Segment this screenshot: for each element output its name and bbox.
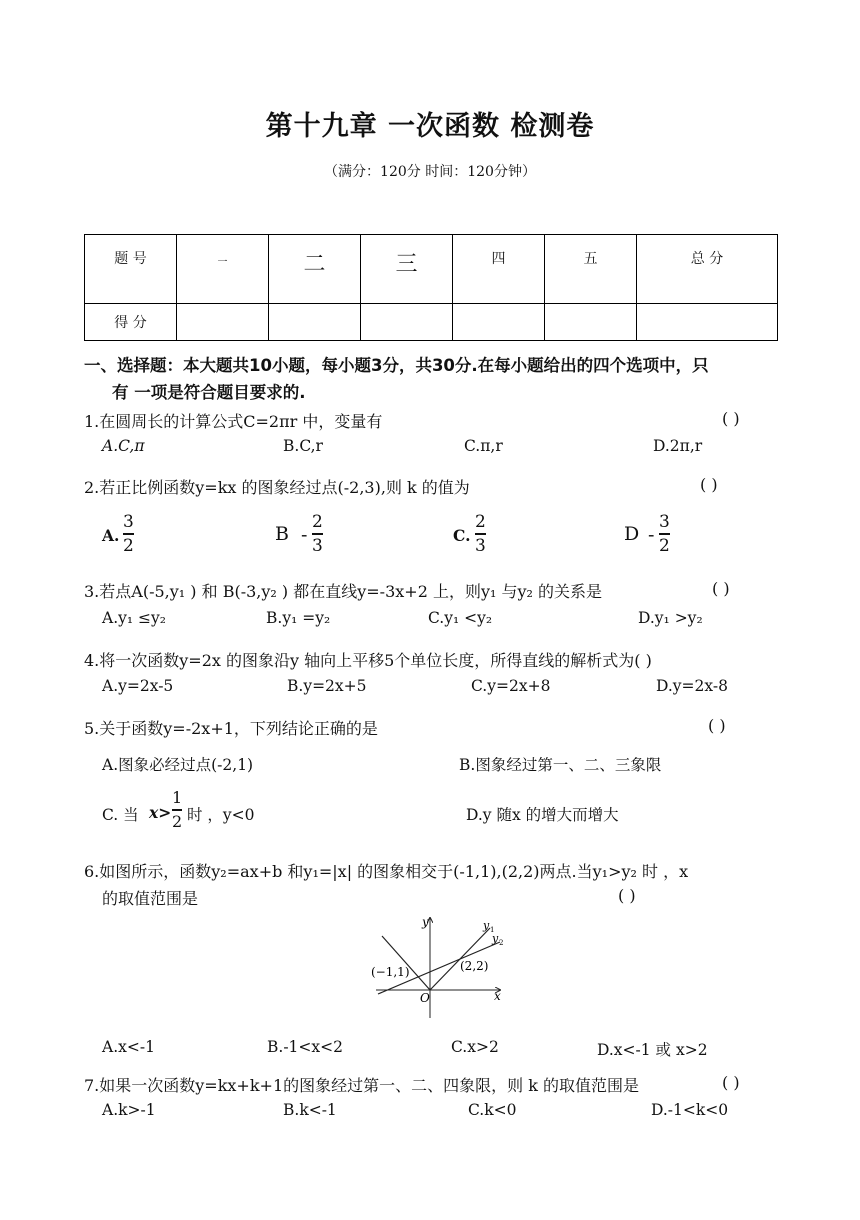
q6-option-b[interactable]: B.-1<x<2 (267, 1038, 343, 1056)
q2-b-den: 3 (312, 535, 323, 556)
q4-option-b[interactable]: B.y=2x+5 (287, 677, 367, 695)
q2-option-b-fraction (312, 512, 323, 556)
q5-option-b[interactable]: B.图象经过第一、二、三象限 (459, 756, 662, 774)
score-header-2: 二 (269, 235, 361, 304)
q5-option-c-suffix: 时 ，y<0 (187, 806, 255, 824)
question-6: 6.如图所示，函数y₂=ax+b 和y₁=|x| 的图象相交于(-1,1),(2,2)两点.当y₁>y₂ 时 ，x (84, 862, 689, 881)
graph-origin: O (420, 991, 430, 1005)
question-7: 7.如果一次函数y=kx+k+1的图象经过第一、二、四象限，则 k 的取值范围是 (84, 1076, 639, 1095)
score-header-5: 五 (545, 235, 637, 304)
question-6-cont: 的取值范围是 (102, 889, 199, 908)
question-1: 1.在圆周长的计算公式C=2πr 中，变量有 (84, 412, 383, 431)
q7-option-b[interactable]: B.k<-1 (283, 1101, 337, 1119)
q4-option-a[interactable]: A.y=2x-5 (102, 677, 174, 695)
q6-option-c[interactable]: C.x>2 (451, 1038, 499, 1056)
score-header-3: 三 (361, 235, 453, 304)
q2-option-b-label[interactable]: B (275, 523, 289, 545)
q1-option-a[interactable]: A.C,π (102, 437, 145, 455)
graph-y1-sub: 1 (490, 926, 495, 934)
q5-c-den: 2 (172, 811, 183, 831)
answer-paren-3: ( ) (712, 579, 730, 598)
q2-option-c-label[interactable]: C. (453, 526, 471, 545)
q3-option-a[interactable]: A.y₁ ≤y₂ (102, 609, 166, 627)
page-title: 第十九章 一次函数 检测卷 (265, 111, 595, 142)
answer-paren-5: ( ) (708, 716, 726, 735)
answer-paren-2: ( ) (700, 475, 718, 494)
q3-option-c[interactable]: C.y₁ <y₂ (428, 609, 493, 627)
section-heading-cont: 有 一项是符合题目要求的. (112, 383, 306, 402)
question-3: 3.若点A(-5,y₁ ) 和 B(-3,y₂ ) 都在直线y=-3x+2 上，则y₁ 与y₂ 的关系是 (84, 582, 603, 601)
q2-d-den: 2 (659, 535, 670, 556)
graph-y2-sub: 2 (499, 939, 504, 947)
answer-paren-6: ( ) (618, 886, 636, 905)
answer-paren-7: ( ) (722, 1073, 740, 1092)
q2-b-num: 2 (312, 512, 323, 532)
q5-option-c-fraction (172, 788, 182, 832)
q5-option-c-var: x> (149, 803, 172, 822)
question-2: 2.若正比例函数y=kx 的图象经过点(-2,3),则 k 的值为 (84, 478, 470, 497)
q5-option-c-prefix[interactable]: C. 当 (102, 806, 139, 824)
q5-option-a[interactable]: A.图象必经过点(-2,1) (102, 756, 254, 774)
q5-c-num: 1 (172, 788, 183, 807)
score-cell-5[interactable] (545, 304, 637, 341)
score-cell-total[interactable] (637, 304, 778, 341)
q6-option-a[interactable]: A.x<-1 (102, 1038, 155, 1056)
graph-y-label: y (422, 915, 429, 929)
page-subtitle: （满分：120分 时间：120分钟） (324, 164, 536, 180)
q2-option-d-sign: - (648, 524, 655, 546)
q2-option-d-label[interactable]: D (624, 523, 640, 545)
q2-option-c-fraction (475, 512, 486, 556)
q3-option-d[interactable]: D.y₁ >y₂ (638, 609, 703, 627)
question-5: 5.关于函数y=-2x+1，下列结论正确的是 (84, 719, 378, 738)
q1-option-b[interactable]: B.C,r (283, 437, 323, 455)
score-cell-2[interactable] (269, 304, 361, 341)
q7-option-a[interactable]: A.k>-1 (102, 1101, 156, 1119)
answer-paren-1: ( ) (722, 409, 740, 428)
q2-option-d-fraction (659, 512, 670, 556)
q2-a-num: 3 (123, 512, 134, 532)
q2-option-b-sign: - (301, 524, 308, 546)
function-graph (366, 912, 514, 1022)
graph-x-label: x (494, 989, 501, 1003)
q2-option-a-fraction (123, 512, 134, 556)
score-header-1: 一 (177, 235, 269, 304)
score-cell-1[interactable] (177, 304, 269, 341)
q1-option-d[interactable]: D.2π,r (653, 437, 703, 455)
q2-d-num: 3 (659, 512, 670, 532)
q6-option-d[interactable]: D.x<-1 或 x>2 (597, 1041, 708, 1059)
q4-option-c[interactable]: C.y=2x+8 (471, 677, 551, 695)
score-cell-3[interactable] (361, 304, 453, 341)
graph-point-2-label: (2,2) (460, 959, 489, 973)
score-table (84, 234, 778, 341)
q3-option-b[interactable]: B.y₁ =y₂ (266, 609, 331, 627)
q2-a-den: 2 (123, 535, 134, 556)
graph-point-1-label: (−1,1) (371, 965, 410, 979)
q2-c-den: 3 (475, 535, 486, 556)
score-row-label: 得 分 (85, 304, 177, 341)
q7-option-d[interactable]: D.-1<k<0 (651, 1101, 729, 1119)
section-heading: 一、选择题：本大题共10小题，每小题3分，共30分.在每小题给出的四个选项中，只 (84, 356, 709, 375)
score-cell-4[interactable] (453, 304, 545, 341)
score-header-4: 四 (453, 235, 545, 304)
q2-c-num: 2 (475, 512, 486, 532)
q4-option-d[interactable]: D.y=2x-8 (656, 677, 728, 695)
question-4: 4.将一次函数y=2x 的图象沿y 轴向上平移5个单位长度，所得直线的解析式为( ) (84, 651, 652, 670)
graph-y2-label: y (492, 932, 499, 945)
q2-option-a-label[interactable]: A. (102, 526, 120, 545)
score-header-total: 总 分 (637, 235, 778, 304)
q7-option-c[interactable]: C.k<0 (468, 1101, 517, 1119)
q1-option-c[interactable]: C.π,r (464, 437, 503, 455)
graph-y1-label: y (483, 919, 490, 932)
q5-option-d[interactable]: D.y 随x 的增大而增大 (466, 806, 619, 824)
score-header-label: 题 号 (85, 235, 177, 304)
